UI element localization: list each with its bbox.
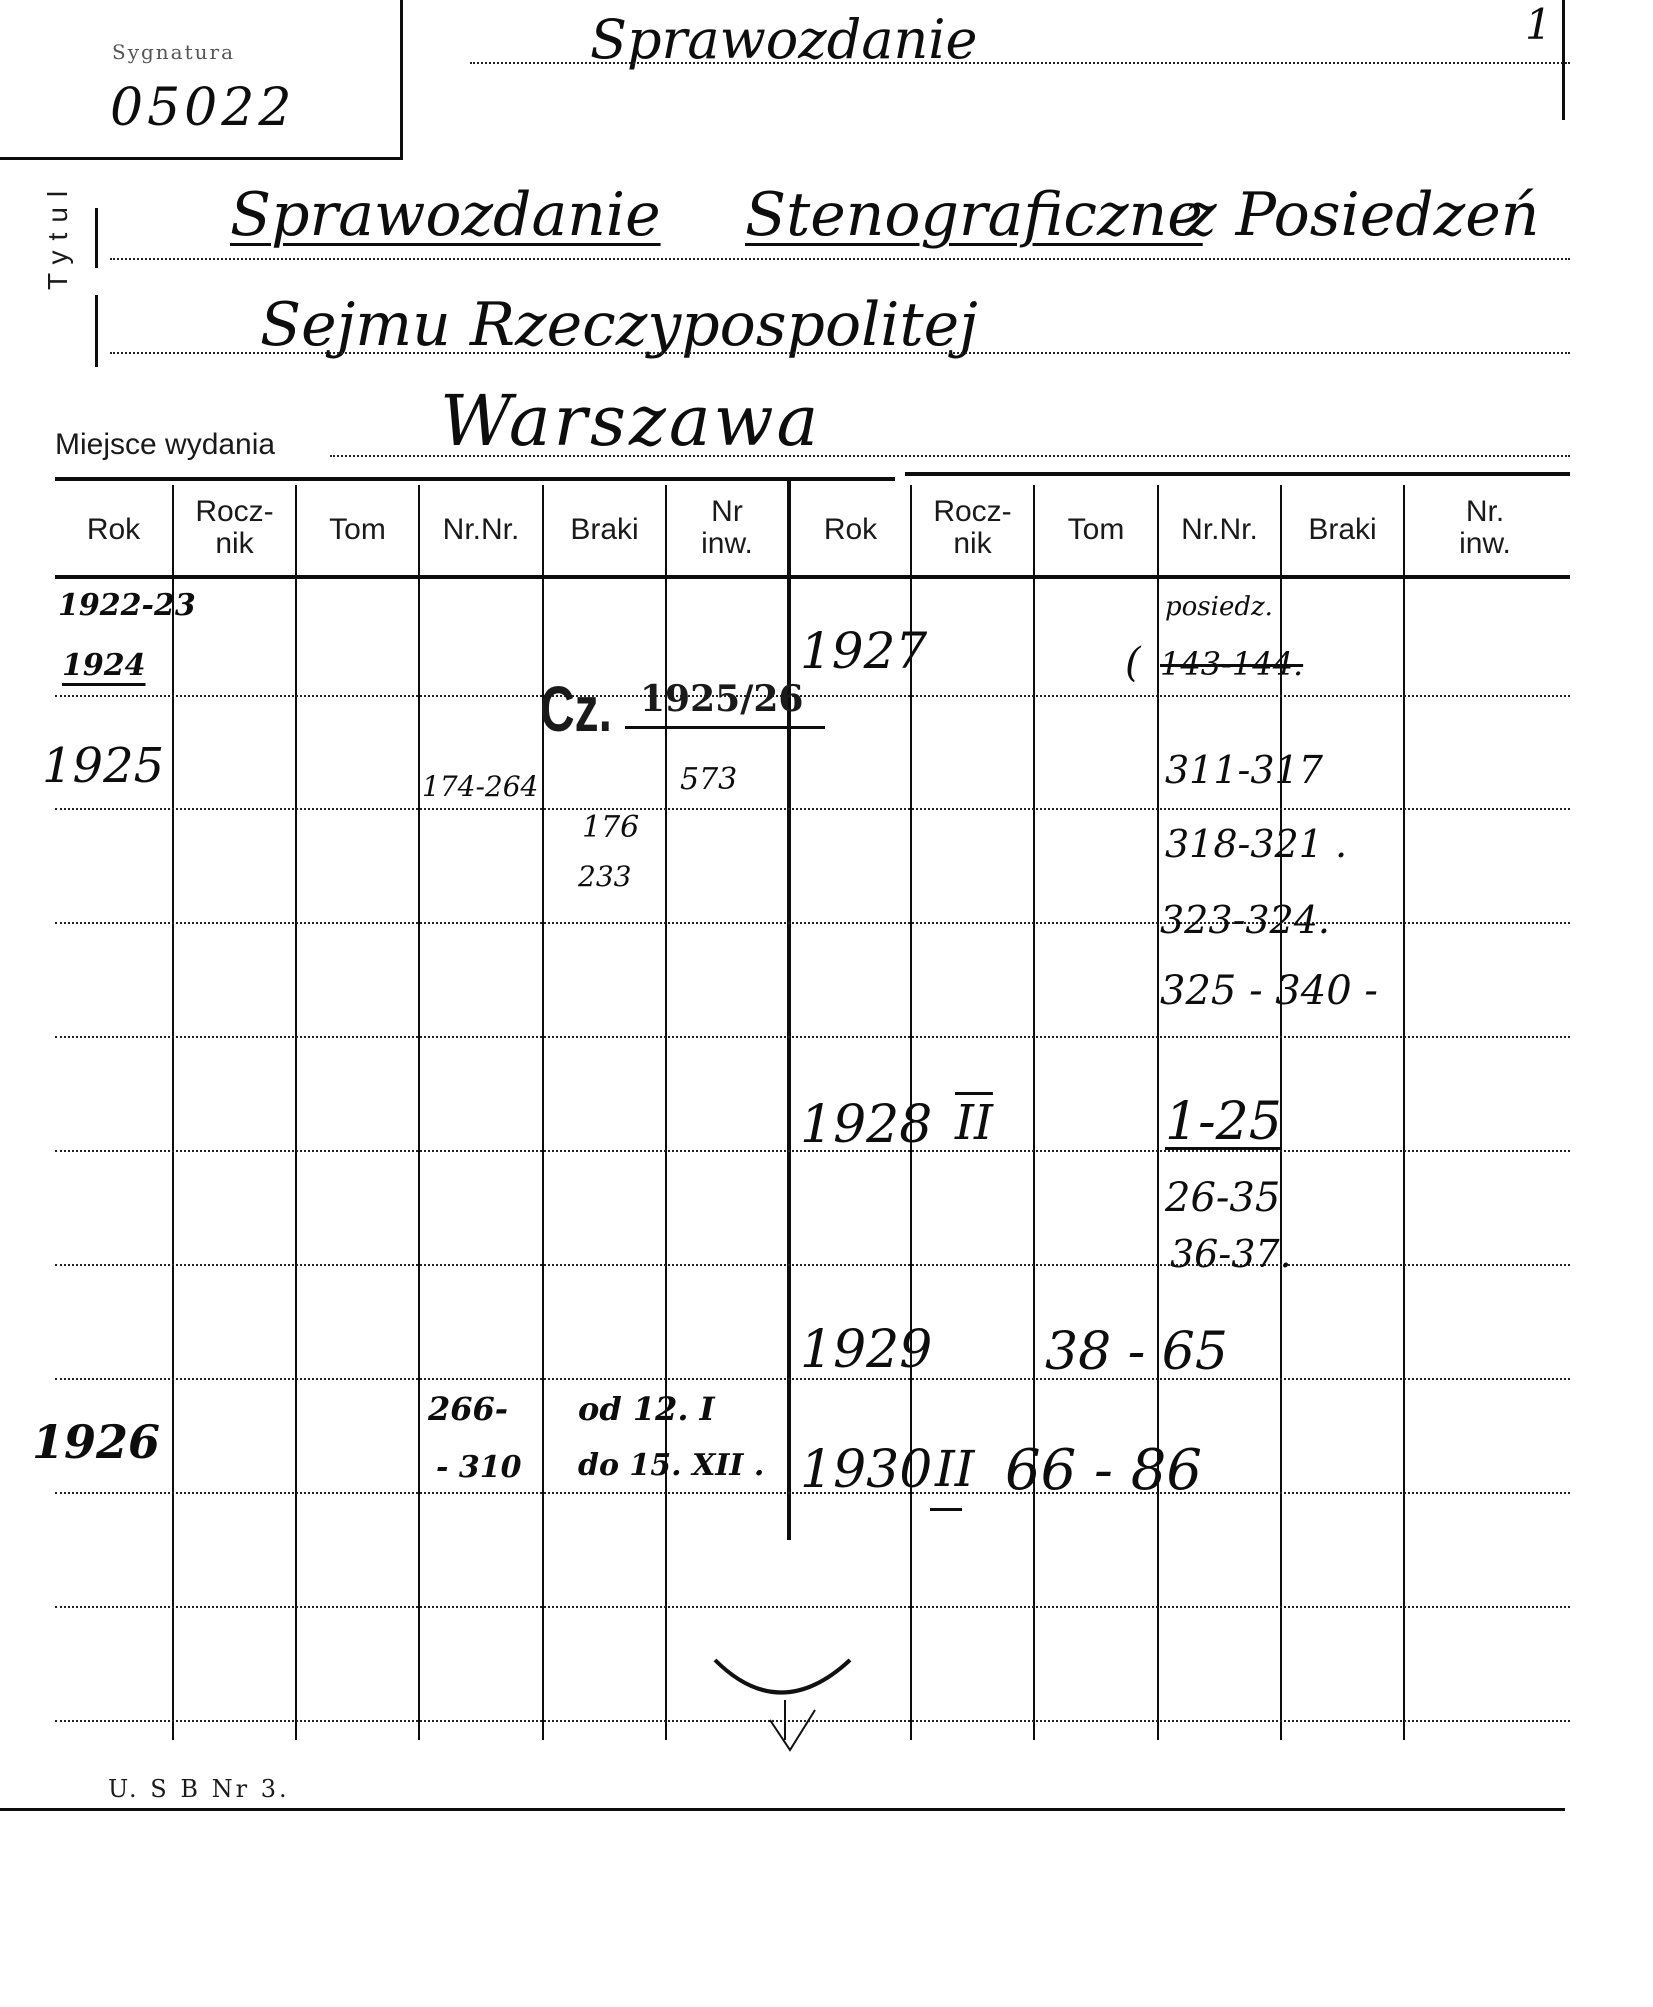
rok-1929: 1929 xyxy=(800,1320,933,1380)
inw-line: inw. xyxy=(1459,527,1511,560)
rocznik-1930-underline xyxy=(930,1508,962,1511)
top-title: Sprawozdanie xyxy=(590,8,978,71)
nr-143-144: 143-144. xyxy=(1160,645,1304,683)
nr-line: Nr xyxy=(711,495,743,528)
col-header-tom-left: Tom xyxy=(329,513,386,546)
tytul-line1-dotted xyxy=(110,258,1570,260)
braki-1925-b: 233 xyxy=(578,860,632,893)
sygnatura-label: Sygnatura xyxy=(112,40,236,64)
sygnatura-value: 05022 xyxy=(110,78,296,138)
rok-1928: 1928 xyxy=(800,1095,933,1155)
table-header-bottom-border-right xyxy=(905,575,1570,579)
nik-line: nik xyxy=(953,527,992,560)
rocz-line: Rocz- xyxy=(195,495,274,528)
top-title-dotted-line xyxy=(470,62,1570,64)
col-line-5 xyxy=(665,485,667,1740)
braki-1925-a: 176 xyxy=(582,810,640,845)
tytul-bracket-lower xyxy=(95,295,98,367)
stamp-underline xyxy=(625,726,825,729)
row-line xyxy=(55,808,1570,810)
col-header-braki-left: Braki xyxy=(570,513,639,546)
col-header-nrnr-left: Nr.Nr. xyxy=(442,513,520,546)
col-header-rocznik-right xyxy=(912,496,1033,560)
tytul-line2: Sejmu Rzeczypospolitej xyxy=(260,290,978,360)
row-line xyxy=(55,922,1570,924)
punch-hole-mark xyxy=(700,1600,880,1780)
nr-323-324: 323-324. xyxy=(1160,898,1330,942)
nrinw-1925: 573 xyxy=(680,762,738,797)
nr-line: Nr. xyxy=(1465,495,1505,528)
col-header-nrinw-left xyxy=(667,496,787,560)
tytul-line1-rest: z Posiedzeń xyxy=(1185,180,1540,250)
col-header-rok-right: Rok xyxy=(823,513,878,546)
nik-line: nik xyxy=(215,527,254,560)
col-header-nrnr-right: Nr.Nr. xyxy=(1181,513,1258,546)
tom-66-86: 66 - 86 xyxy=(1005,1438,1203,1503)
rocz-line: Rocz- xyxy=(933,495,1012,528)
row-line xyxy=(55,695,1570,697)
col-header-rok-left: Rok xyxy=(86,513,141,546)
rok-1926: 1926 xyxy=(32,1415,161,1469)
tytul-word-stenograficzne: Stenograficzne xyxy=(745,180,1203,250)
stamp-value: 1925/26 xyxy=(640,678,804,720)
sygnatura-box-right-border xyxy=(400,0,403,160)
inw-line: inw. xyxy=(701,527,753,560)
rocznik-1930: II xyxy=(935,1440,975,1498)
col-line-11 xyxy=(1403,485,1405,1740)
nrnr-1925: 174-264 xyxy=(422,770,539,803)
nr-325-340: 325 - 340 - xyxy=(1160,968,1378,1014)
rocznik-1928: $\overline{II}$ xyxy=(955,1095,993,1151)
row-line xyxy=(55,1036,1570,1038)
tytul-word-sprawozdanie: Sprawozdanie xyxy=(230,180,661,250)
miejsce-label: Miejsce wydania xyxy=(55,428,276,461)
nr-36-37: 36-37. xyxy=(1170,1232,1292,1276)
col-header-rocznik-left xyxy=(174,496,295,560)
posiedz-note: posiedz. xyxy=(1165,592,1273,622)
rok-1924: 1924 xyxy=(62,648,146,683)
table-top-border-right xyxy=(905,472,1570,476)
col-line-3 xyxy=(418,485,420,1740)
page-number: 1 xyxy=(1525,0,1552,49)
col-line-2 xyxy=(295,485,297,1740)
form-code: U. S B Nr 3. xyxy=(108,1775,290,1803)
rok-1922-23: 1922-23 xyxy=(58,588,196,623)
braki-1926-b: do 15. XII . xyxy=(578,1448,765,1483)
right-edge-line xyxy=(1562,0,1565,120)
tytul-bracket-upper xyxy=(95,208,98,268)
tom-38-65: 38 - 65 xyxy=(1045,1322,1228,1382)
rok-1930: 1930 xyxy=(800,1440,933,1500)
col-header-braki-right: Braki xyxy=(1308,513,1377,546)
col-line-9 xyxy=(1157,485,1159,1740)
col-line-1 xyxy=(172,485,174,1740)
miejsce-dotted xyxy=(330,455,1570,457)
col-line-6-center xyxy=(787,480,791,1540)
nrnr-1926-b: - 310 xyxy=(436,1450,522,1485)
col-header-nrinw-right xyxy=(1405,496,1565,560)
nr-318-321: 318-321 . xyxy=(1165,822,1348,866)
nr-26-35: 26-35 xyxy=(1165,1175,1281,1221)
braki-1926-a: od 12. I xyxy=(578,1390,715,1428)
table-top-border-left xyxy=(55,477,895,481)
tytul-label: Tytul xyxy=(42,180,73,290)
col-header-tom-right: Tom xyxy=(1067,513,1125,546)
nr-311-317: 311-317 xyxy=(1165,748,1323,792)
rok-1927: 1927 xyxy=(800,622,928,680)
miejsce-value: Warszawa xyxy=(440,380,822,462)
pencil-mark: ( xyxy=(1125,640,1141,686)
col-line-8 xyxy=(1033,485,1035,1740)
table-header-bottom-border-left xyxy=(55,575,905,579)
tytul-line2-dotted xyxy=(110,352,1570,354)
nrnr-1926-a: 266- xyxy=(428,1390,509,1428)
stamp-prefix: Cz. xyxy=(540,673,612,745)
card-bottom-edge xyxy=(0,1808,1565,1811)
sygnatura-box-bottom-border xyxy=(0,157,402,160)
rok-1925: 1925 xyxy=(42,738,165,794)
nr-1-25: 1-25 xyxy=(1165,1092,1282,1152)
row-line xyxy=(55,1264,1570,1266)
